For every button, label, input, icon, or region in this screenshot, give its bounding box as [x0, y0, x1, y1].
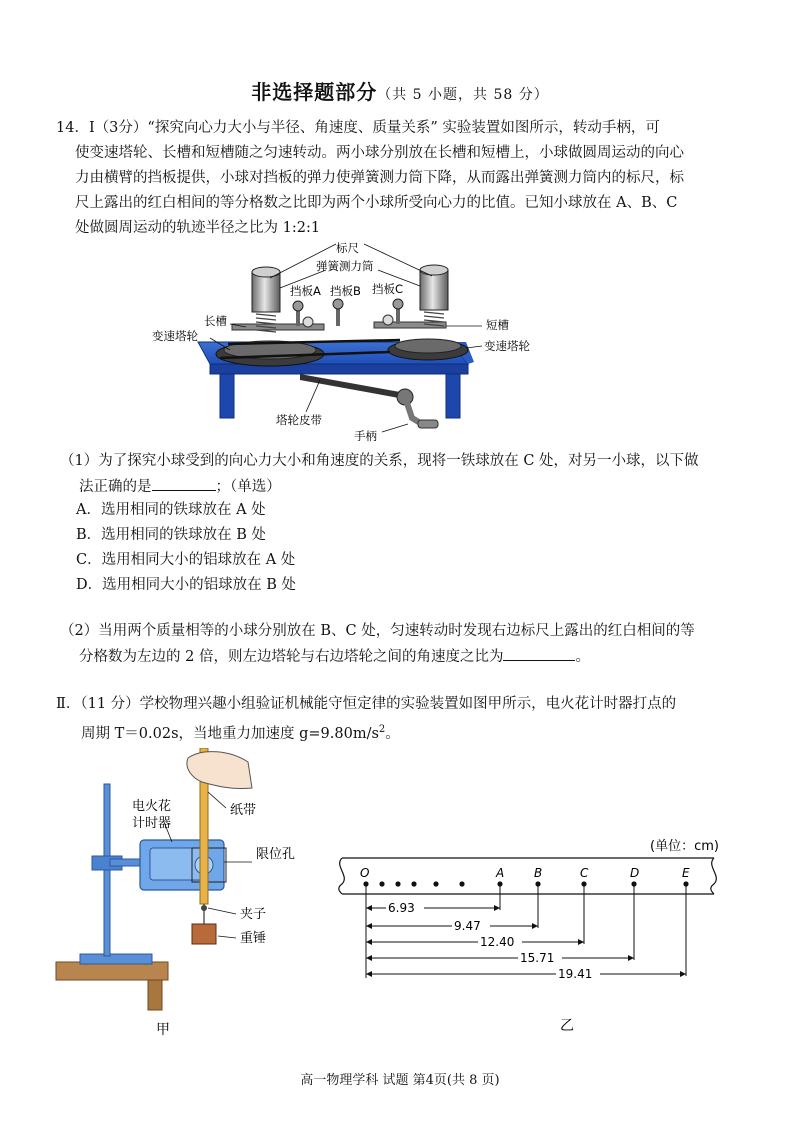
- q14-line-4: 尺上露出的红白相间的等分格数之比即为两个小球所受向心力的比值。已知小球放在 A、B、C: [75, 195, 678, 211]
- section-title-main: 非选择题部分: [251, 80, 378, 104]
- q14-sub2-stem: 分格数为左边的 2 倍，则左边塔轮与右边塔轮之间的角速度之比为: [79, 649, 504, 665]
- distance-oa: 6.93: [388, 901, 415, 915]
- label-timer-line2: 计时器: [132, 816, 172, 831]
- heavy-weight: [192, 924, 216, 944]
- handle-grip: [418, 420, 438, 428]
- lower-belt: [300, 374, 410, 400]
- table-leg: [148, 980, 162, 1010]
- q14-line-1: 14．Ⅰ（3分）“探究向心力大小与半径、角速度、质量关系” 实验装置如图所示，转动手柄，可: [56, 120, 660, 136]
- label-short-slot: 短槽: [486, 318, 509, 332]
- part2-line-2: [56, 717, 756, 747]
- label-baffle-b: 挡板B: [330, 284, 361, 298]
- tape-dots: [363, 881, 688, 886]
- distance-oc: 12.40: [480, 935, 515, 949]
- label-baffle-a: 挡板A: [290, 284, 321, 298]
- point-label-a: A: [496, 866, 505, 880]
- q14-sub2: [60, 619, 750, 670]
- measurement-arrows: [366, 905, 686, 977]
- centripetal-apparatus-figure: [150, 240, 570, 445]
- tape-dot: [433, 881, 438, 886]
- tower-wheel-right-top: [395, 339, 461, 353]
- clip: [201, 905, 207, 911]
- stand-base: [80, 954, 152, 964]
- option-d[interactable]: D．选用相同大小的铝球放在 B 处: [76, 577, 296, 593]
- label-ruler: 标尺: [336, 241, 359, 255]
- section-title-sub: （共 5 小题，共 58 分）: [377, 87, 549, 103]
- tape-dot-d: [631, 881, 636, 886]
- point-label-b: B: [534, 866, 543, 880]
- q14-part1-text: [56, 116, 746, 241]
- apparatus-leg-left: [220, 374, 234, 418]
- paper-tape-figure: [328, 830, 728, 1040]
- q14-sub1-suffix: ；（单选）: [215, 479, 281, 495]
- ball-left: [303, 317, 313, 327]
- point-label-d: D: [630, 866, 640, 880]
- tape-dot: [395, 881, 400, 886]
- label-tower-wheel-left: 变速塔轮: [152, 329, 198, 343]
- spring-cylinder-left: [252, 272, 280, 312]
- distance-od: 15.71: [520, 951, 555, 965]
- point-label-c: C: [580, 866, 589, 880]
- q14-part2: [56, 692, 756, 747]
- distance-oe: 19.41: [558, 967, 593, 981]
- option-b[interactable]: B．选用相同的铁球放在 B 处: [76, 527, 267, 543]
- tape-dot: [411, 881, 416, 886]
- q14-sub2-suffix: 。: [575, 649, 590, 665]
- option-a[interactable]: A．选用相同的铁球放在 A 处: [76, 502, 266, 518]
- point-label-o: O: [360, 866, 370, 880]
- label-tape: 纸带: [230, 803, 257, 818]
- tape-dot: [379, 881, 384, 886]
- label-tower-wheel-right: 变速塔轮: [484, 339, 530, 353]
- tape-dot: [363, 881, 368, 886]
- baffle-c-head: [393, 299, 403, 309]
- q14-sub1-line-2: [60, 474, 750, 500]
- tape-dot-b: [535, 881, 540, 886]
- section-title: [0, 76, 800, 105]
- paper-tape-outline: [339, 858, 716, 894]
- q14-sub1-stem: 法正确的是: [79, 479, 152, 495]
- point-label-e: E: [682, 866, 690, 880]
- label-timer-line1: 电火花: [132, 799, 172, 814]
- q14-line-3: 力由横臂的挡板提供，小球对挡板的弹力使弹簧测力筒下降，从而露出弹簧测力筒内的标尺，标: [75, 170, 684, 186]
- label-handle: 手柄: [354, 429, 377, 443]
- label-spring-tube: 弹簧测力筒: [316, 259, 374, 273]
- q14-sub1-line-1: （1）为了探究小球受到的向心力大小和角速度的关系，现将一铁球放在 C 处，对另一小球，以下做: [60, 453, 699, 469]
- q14-sub2-answer-blank[interactable]: [503, 644, 575, 661]
- q14-line-2: 使变速塔轮、长槽和短槽随之匀速转动。两小球分别放在长槽和短槽上，小球做圆周运动的向心: [75, 145, 684, 161]
- q14-sub1-answer-blank[interactable]: [152, 474, 216, 491]
- tape-dot-a: [497, 881, 502, 886]
- q14-line-5: 处做圆周运动的轨迹半径之比为 1:2:1: [75, 220, 321, 236]
- tape-dot: [459, 881, 464, 886]
- caption-jia: 甲: [156, 1022, 170, 1038]
- free-fall-apparatus-figure: [52, 748, 322, 1043]
- tape-dot-e: [683, 881, 688, 886]
- part2-line-2-end: 。: [385, 725, 400, 742]
- option-c[interactable]: C．选用相同大小的铝球放在 A 处: [76, 552, 296, 568]
- baffle-a-head: [293, 301, 303, 311]
- page-footer: 高一物理学科 试题 第4页(共 8 页): [300, 1073, 500, 1088]
- ball-right: [383, 315, 393, 325]
- hand: [187, 752, 252, 789]
- q14-sub2-line-1: （2）当用两个质量相等的小球分别放在 B、C 处，匀速转动时发现右边标尺上露出的红白相间的等: [60, 623, 695, 639]
- distance-ob: 9.47: [454, 919, 481, 933]
- caption-yi: 乙: [560, 1018, 574, 1034]
- label-long-slot: 长槽: [204, 314, 227, 328]
- apparatus-leg-right: [446, 374, 460, 418]
- table-top: [56, 962, 168, 980]
- part2-line-1: Ⅱ．（11 分）学校物理兴趣小组验证机械能守恒定律的实验装置如图甲所示，电火花计时器打点的: [56, 696, 677, 712]
- label-baffle-c: 挡板C: [372, 282, 404, 296]
- tape-dot-c: [581, 881, 586, 886]
- baffle-b-head: [333, 299, 343, 309]
- q14-sub1: [60, 449, 750, 500]
- tape-unit-label: (单位：cm): [650, 839, 719, 854]
- spring-cylinder-left-top: [252, 267, 280, 277]
- label-weight: 重锤: [240, 931, 267, 946]
- label-belt: 塔轮皮带: [276, 413, 322, 427]
- q14-sub2-line-2: [60, 644, 750, 670]
- part2-line-2-sup: 2: [378, 724, 386, 735]
- part2-line-2-text: 周期 T＝0.02s，当地重力加速度 g=9.80m/s: [81, 725, 379, 742]
- label-limit-hole: 限位孔: [256, 847, 296, 862]
- label-clip: 夹子: [240, 907, 267, 922]
- spring-cylinder-right: [420, 270, 448, 310]
- spring-cylinder-right-top: [420, 265, 448, 275]
